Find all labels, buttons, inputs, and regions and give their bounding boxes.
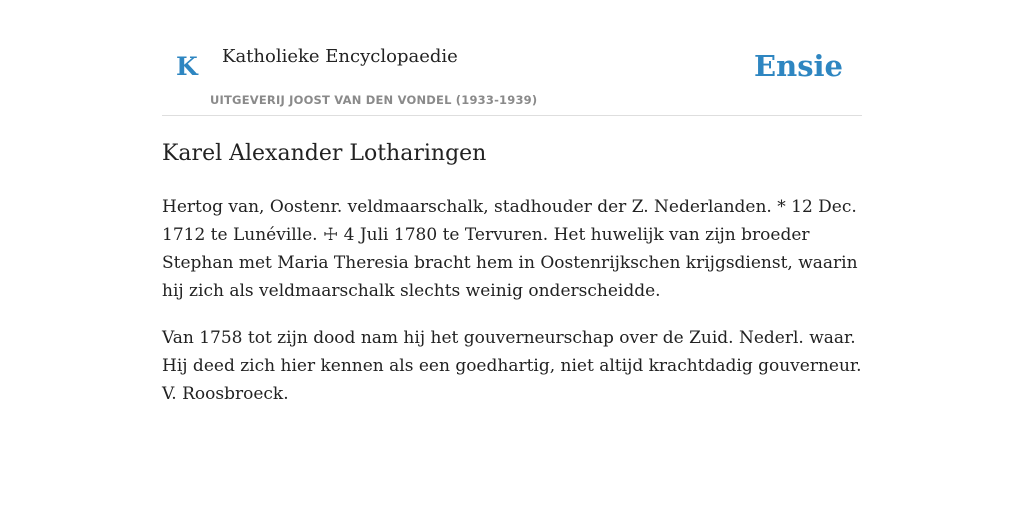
page	[162, 0, 862, 404]
article-paragraph: Van 1758 tot zijn dood nam hij het gouverneurschap over de Zuid. Nederl. waar. Hij deed zich hier kennen als een goedhartig, niet altijd krachtdadig gouverneur. V. Roosbroeck.	[162, 328, 862, 404]
ensie-brand-link[interactable]: Ensie	[754, 49, 843, 83]
article-body	[162, 193, 862, 427]
article-paragraph: Hertog van, Oostenr. veldmaarschalk, stadhouder der Z. Nederlanden. * 12 Dec. 1712 te Lunéville. ☩ 4 Juli 1780 te Tervuren. Het huwelijk van zijn broeder Stephan met Maria Theresia bracht hem in Oostenrijkschen krijgsdienst, waarin hij zich als veldmaarschalk slechts weinig onderscheidde.	[162, 197, 858, 301]
site-header	[162, 0, 862, 116]
site-title[interactable]: Katholieke Encyclopaedie	[222, 46, 458, 67]
publisher-subtitle: UITGEVERIJ JOOST VAN DEN VONDEL (1933-1939)	[210, 93, 538, 107]
encyclopedia-logo[interactable]: K	[176, 52, 198, 81]
article-title: Karel Alexander Lotharingen	[162, 141, 487, 166]
